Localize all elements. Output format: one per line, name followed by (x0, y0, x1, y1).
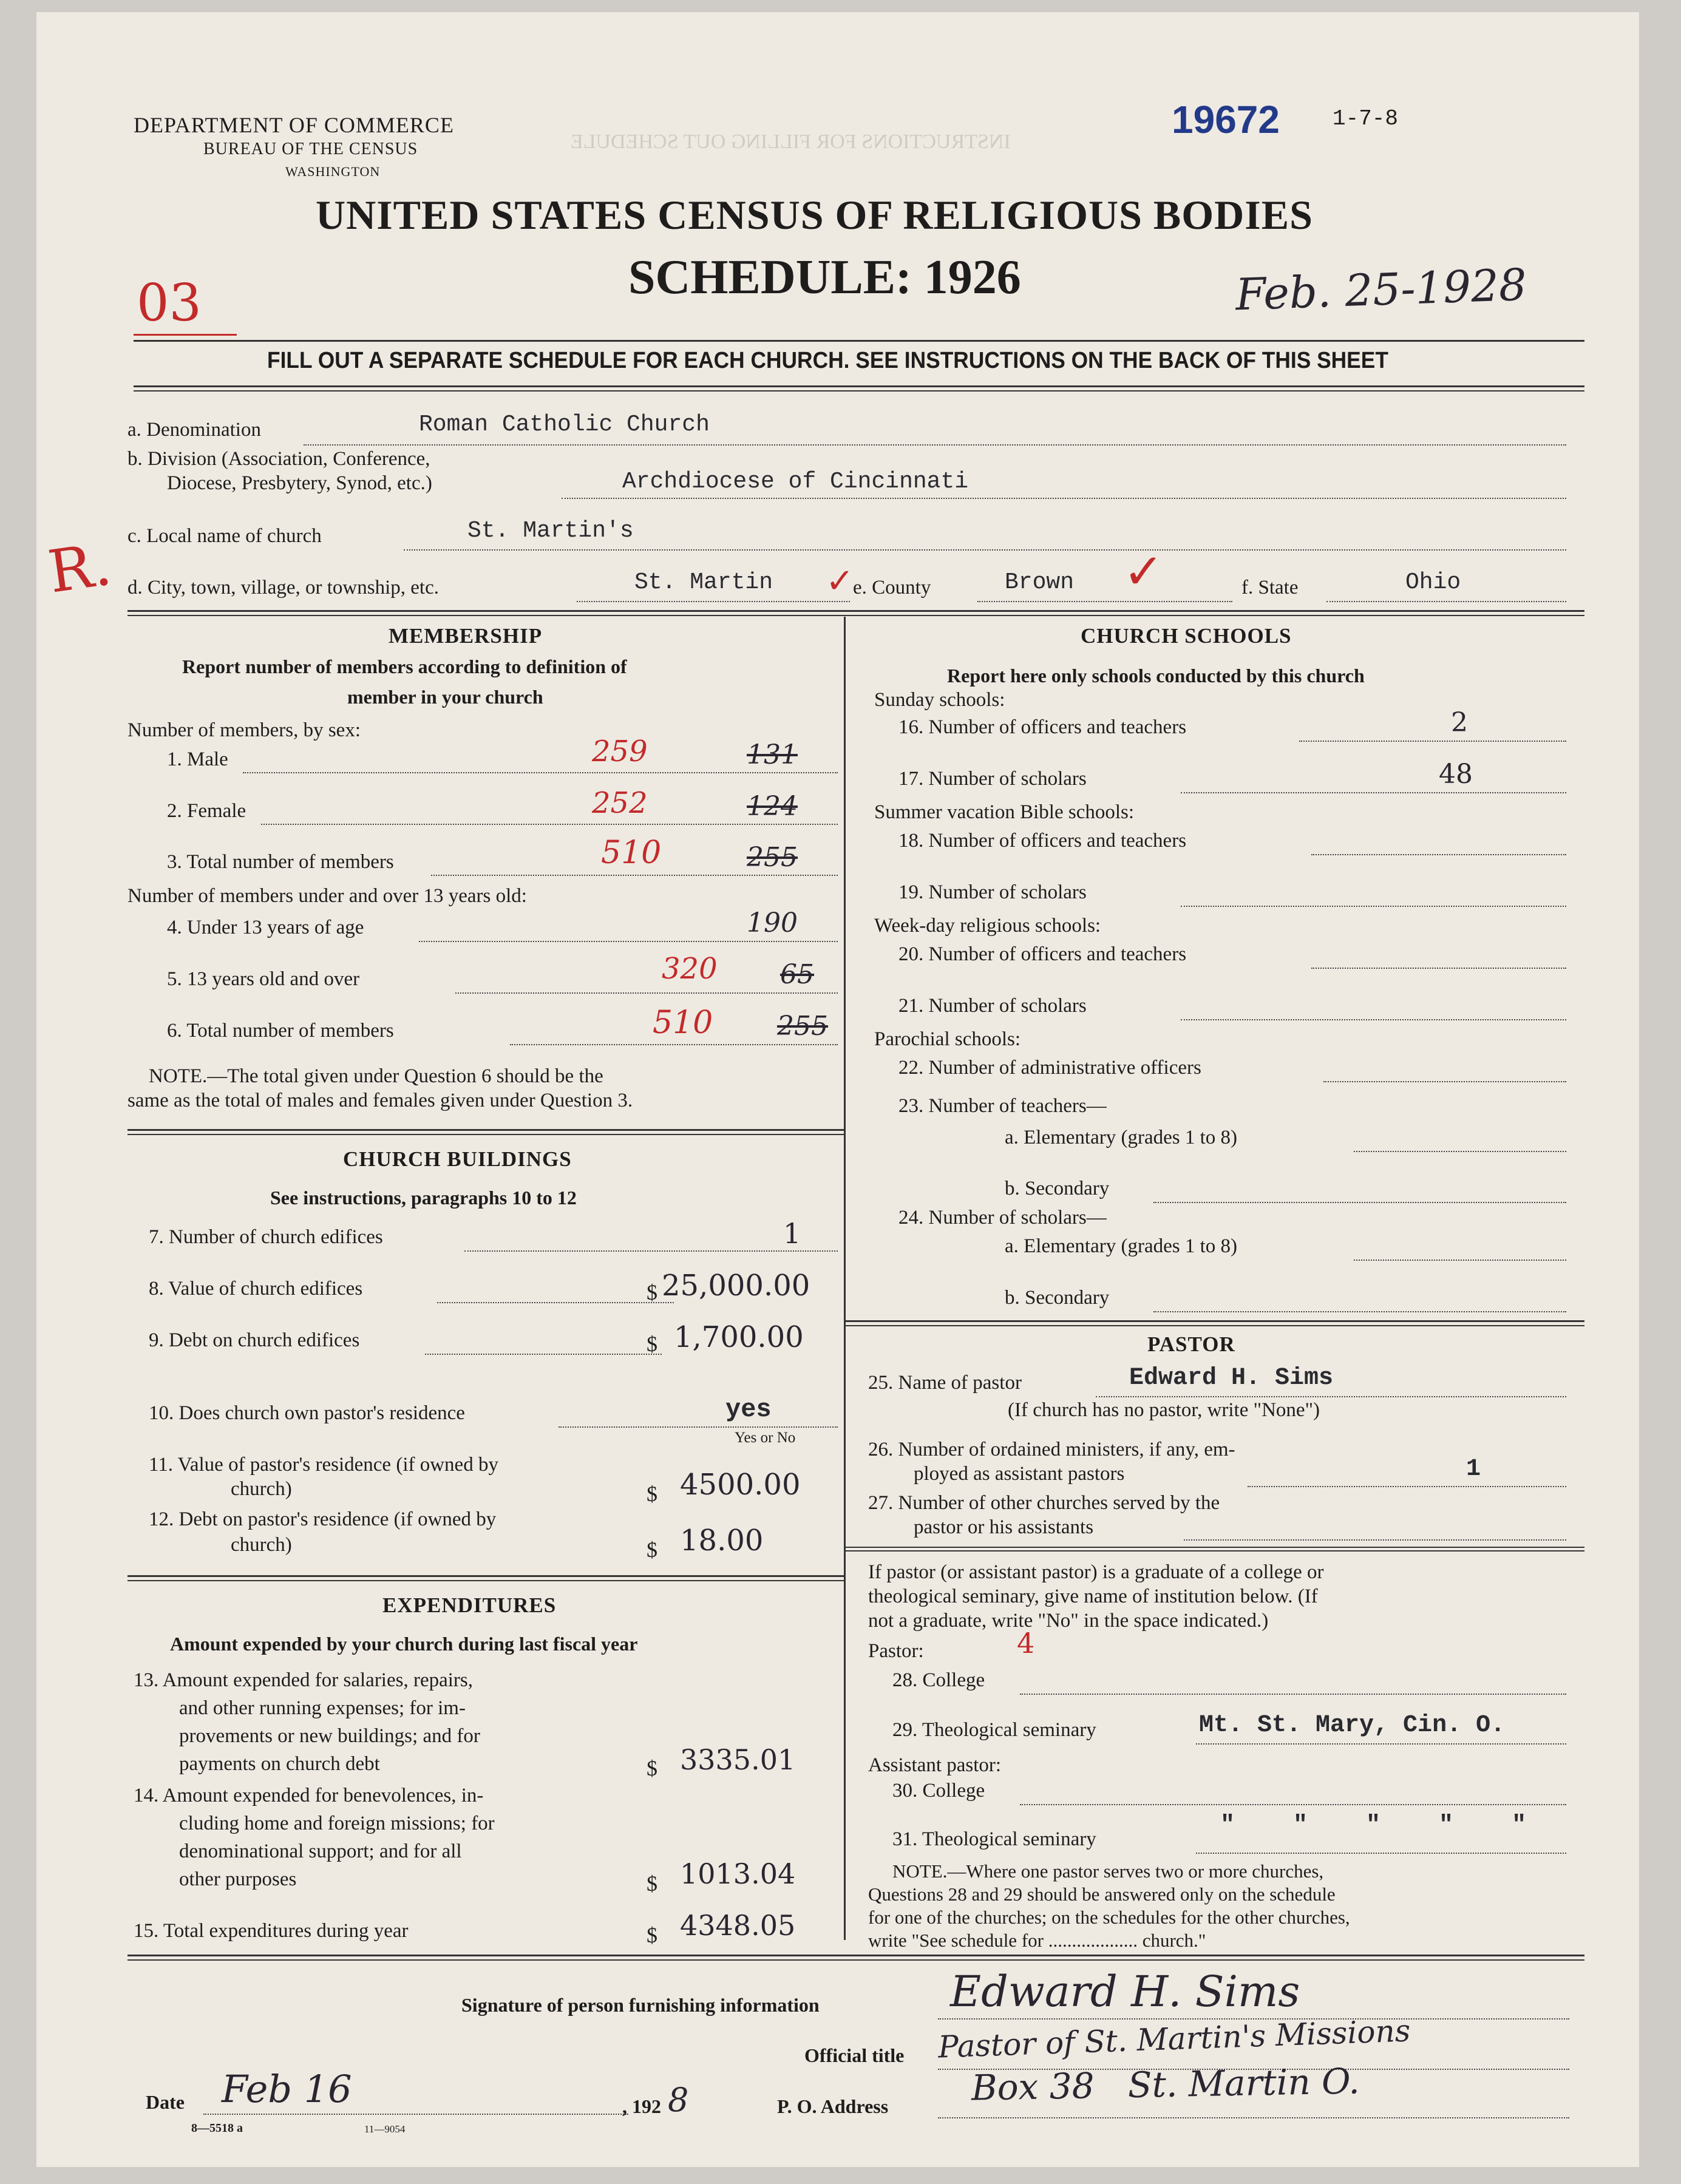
q16-label: 16. Number of officers and teachers (898, 716, 1187, 738)
census-schedule-sheet (36, 12, 1639, 2167)
pastor-note-4: write "See schedule for ................... church." (868, 1930, 1206, 1951)
rule (127, 615, 1584, 616)
fill-line (431, 875, 838, 876)
fill-line (203, 2114, 628, 2115)
q14-label: 14. Amount expended for benevolences, in- (134, 1785, 484, 1806)
fill-line (1311, 968, 1566, 969)
rule (134, 385, 1584, 387)
red-r-mark: R. (44, 530, 116, 606)
handwritten-date: Feb. 25-1928 (1234, 259, 1527, 320)
fill-line (464, 1250, 838, 1252)
q1-value: 131 (747, 739, 798, 770)
city-heading: WASHINGTON (285, 164, 381, 179)
instruction-banner: FILL OUT A SEPARATE SCHEDULE FOR EACH CHURCH. SEE INSTRUCTIONS ON THE BACK OF THIS SHEET (267, 348, 1388, 373)
stamp-suffix: 1-7-8 (1333, 106, 1399, 131)
rule (127, 1580, 844, 1581)
state-value: Ohio (1405, 569, 1461, 595)
parochial-label: Parochial schools: (874, 1028, 1021, 1050)
pastor-red-mark: 4 (1017, 1627, 1035, 1660)
q29-value: Mt. St. Mary, Cin. O. (1199, 1712, 1506, 1739)
q9-dollar: $ (647, 1332, 657, 1356)
q13-label-3: provements or new buildings; and for (179, 1725, 480, 1747)
pastor-heading: PASTOR (1147, 1332, 1235, 1356)
membership-note: NOTE.—The total given under Question 6 should be the (149, 1065, 603, 1087)
q13-label: 13. Amount expended for salaries, repairs, (134, 1669, 474, 1691)
q6-label: 6. Total number of members (167, 1020, 394, 1042)
membership-subtitle: Report number of members according to definition of (182, 656, 627, 677)
official-title-value: Pastor of St. Martin's Missions (937, 2013, 1411, 2065)
official-title-label: Official title (804, 2044, 905, 2066)
buildings-heading: CHURCH BUILDINGS (343, 1147, 572, 1171)
date-value: Feb 16 (222, 2067, 352, 2111)
q26-label-2: ployed as assistant pastors (914, 1463, 1125, 1485)
fill-line (404, 549, 1566, 551)
q5-red-value: 320 (662, 952, 718, 986)
fill-line (938, 2117, 1569, 2118)
q10-value: yes (725, 1395, 772, 1424)
q26-value: 1 (1466, 1456, 1481, 1483)
assistant-subheading: Assistant pastor: (868, 1754, 1002, 1776)
year-prefix: , 192 (622, 2095, 661, 2117)
q27-label-2: pastor or his assistants (914, 1516, 1094, 1538)
q11-dollar: $ (647, 1482, 657, 1506)
q14-label-2: cluding home and foreign missions; for (179, 1813, 495, 1834)
q25-label: 25. Name of pastor (868, 1372, 1022, 1394)
q2-value: 124 (747, 791, 798, 822)
by-age-label: Number of members under and over 13 years old: (127, 885, 527, 907)
by-sex-label: Number of members, by sex: (127, 719, 361, 741)
denomination-value: Roman Catholic Church (419, 412, 710, 438)
q23a-label: a. Elementary (grades 1 to 8) (1005, 1127, 1238, 1148)
city-value: St. Martin (634, 569, 773, 595)
q3-label: 3. Total number of members (167, 851, 394, 873)
fill-line (1181, 792, 1566, 793)
bleed-through-text: INSTRUCTIONS FOR FILLING OUT SCHEDULE (571, 131, 1011, 153)
rule (846, 1320, 1584, 1322)
fill-line (1096, 1396, 1566, 1397)
fill-line (1299, 741, 1566, 742)
rule (127, 1134, 844, 1135)
signature-label: Signature of person furnishing information (461, 1994, 820, 2016)
rule (134, 340, 1584, 342)
q25-value: Edward H. Sims (1129, 1365, 1334, 1392)
q20-label: 20. Number of officers and teachers (898, 943, 1187, 965)
column-divider (844, 617, 846, 1940)
q12-label-2: church) (231, 1534, 292, 1556)
date-label: Date (146, 2091, 185, 2113)
schools-subtitle: Report here only schools conducted by this church (947, 665, 1365, 687)
q7-value: 1 (783, 1217, 801, 1250)
q1-label: 1. Male (167, 748, 228, 770)
q8-label: 8. Value of church edifices (149, 1278, 363, 1300)
q29-label: 29. Theological seminary (892, 1719, 1096, 1741)
fill-line (425, 1354, 662, 1355)
form-title: UNITED STATES CENSUS OF RELIGIOUS BODIES (316, 192, 1313, 238)
fill-line (1326, 601, 1566, 602)
q9-label: 9. Debt on church edifices (149, 1329, 360, 1351)
fill-line (977, 601, 1232, 602)
fill-line (510, 1044, 838, 1045)
fill-line (1020, 1804, 1566, 1805)
pastor-note-3: for one of the churches; on the schedules for the other churches, (868, 1907, 1350, 1928)
fill-line (559, 1426, 838, 1428)
city-label: d. City, town, village, or township, etc. (127, 577, 439, 599)
bureau-heading: BUREAU OF THE CENSUS (203, 140, 418, 158)
division-value: Archdiocese of Cincinnati (622, 469, 969, 495)
rule (127, 1575, 844, 1577)
schools-heading: CHURCH SCHOOLS (1081, 624, 1292, 648)
expenditures-subtitle: Amount expended by your church during last fiscal year (170, 1633, 638, 1655)
division-label: b. Division (Association, Conference, (127, 448, 430, 470)
fill-line (1153, 1311, 1566, 1312)
church-name-label: c. Local name of church (127, 525, 322, 547)
q5-label: 5. 13 years old and over (167, 968, 360, 990)
stamp-number: 19672 (1172, 98, 1280, 141)
fill-line (455, 992, 838, 994)
red-check-icon: ✓ (826, 561, 854, 601)
summer-label: Summer vacation Bible schools: (874, 801, 1135, 823)
membership-heading: MEMBERSHIP (389, 624, 543, 648)
pastor-subheading: Pastor: (868, 1640, 924, 1662)
q13-label-4: payments on church debt (179, 1753, 380, 1775)
q10-hint: Yes or No (735, 1429, 796, 1446)
q28-label: 28. College (892, 1669, 985, 1691)
q2-label: 2. Female (167, 800, 246, 822)
q18-label: 18. Number of officers and teachers (898, 830, 1187, 852)
state-label: f. State (1241, 577, 1299, 599)
q24-label: 24. Number of scholars— (898, 1207, 1107, 1229)
fill-line (1311, 854, 1566, 855)
q1-red-value: 259 (592, 734, 648, 768)
rule (127, 610, 1584, 612)
q27-label: 27. Number of other churches served by the (868, 1492, 1220, 1514)
q10-label: 10. Does church own pastor's residence (149, 1402, 465, 1424)
fill-line (419, 941, 838, 942)
q13-dollar: $ (647, 1756, 657, 1780)
rule (846, 1325, 1584, 1326)
graduate-instructions-3: not a graduate, write "No" in the space indicated.) (868, 1610, 1269, 1632)
po-address-label: P. O. Address (777, 2095, 889, 2117)
red-code-underline (134, 334, 237, 336)
q15-dollar: $ (647, 1923, 657, 1947)
weekday-label: Week-day religious schools: (874, 915, 1101, 937)
division-label-2: Diocese, Presbytery, Synod, etc.) (167, 472, 432, 494)
buildings-subtitle: See instructions, paragraphs 10 to 12 (270, 1187, 577, 1209)
year-value: 8 (668, 2081, 689, 2119)
q19-label: 19. Number of scholars (898, 881, 1087, 903)
rule (127, 1955, 1584, 1956)
schedule-year: SCHEDULE: 1926 (628, 251, 1021, 304)
fill-line (1184, 1539, 1566, 1541)
fill-line (577, 601, 850, 602)
fill-line (261, 824, 838, 825)
q24b-label: b. Secondary (1005, 1287, 1110, 1309)
fill-line (304, 444, 1566, 446)
red-code: 03 (137, 273, 202, 333)
q12-dollar: $ (647, 1538, 657, 1562)
graduate-instructions: If pastor (or assistant pastor) is a graduate of a college or (868, 1561, 1324, 1583)
expenditures-heading: EXPENDITURES (382, 1593, 557, 1617)
church-name-value: St. Martin's (467, 518, 634, 544)
q2-red-value: 252 (592, 786, 648, 820)
fill-line (1354, 1151, 1566, 1152)
print-number: 11—9054 (364, 2123, 406, 2135)
pastor-note: NOTE.—Where one pastor serves two or more churches, (892, 1860, 1324, 1882)
fill-line (1181, 1019, 1566, 1020)
q11-value: 4500.00 (680, 1468, 801, 1502)
q4-label: 4. Under 13 years of age (167, 917, 364, 938)
q31-value: " " " " " (1220, 1812, 1527, 1839)
red-check-icon: ✓ (1123, 543, 1164, 600)
q13-value: 3335.01 (680, 1743, 796, 1776)
membership-subtitle-2: member in your church (347, 686, 543, 708)
q14-label-3: denominational support; and for all (179, 1840, 462, 1862)
q17-label: 17. Number of scholars (898, 768, 1087, 790)
q15-label: 15. Total expenditures during year (134, 1920, 409, 1942)
q21-label: 21. Number of scholars (898, 995, 1087, 1017)
q3-red-value: 510 (601, 835, 662, 871)
rule (846, 1550, 1584, 1552)
membership-note-2: same as the total of males and females given under Question 3. (127, 1090, 633, 1111)
q15-value: 4348.05 (680, 1909, 796, 1942)
pastor-note-2: Questions 28 and 29 should be answered only on the schedule (868, 1884, 1336, 1905)
q11-label: 11. Value of pastor's residence (if owned by (149, 1454, 498, 1476)
q4-value: 190 (747, 907, 798, 938)
county-value: Brown (1005, 569, 1075, 595)
signature-value: Edward H. Sims (950, 1967, 1300, 2016)
sunday-label: Sunday schools: (874, 689, 1005, 711)
graduate-instructions-2: theological seminary, give name of institution below. (If (868, 1585, 1318, 1607)
q16-value: 2 (1451, 707, 1468, 738)
q24a-label: a. Elementary (grades 1 to 8) (1005, 1235, 1238, 1257)
q6-value: 255 (777, 1011, 828, 1042)
q8-value: 25,000.00 (662, 1269, 810, 1303)
fill-line (1196, 1853, 1566, 1854)
fill-line (243, 772, 838, 773)
q12-label: 12. Debt on pastor's residence (if owned by (149, 1508, 497, 1530)
q14-value: 1013.04 (680, 1857, 796, 1890)
rule (127, 1959, 1584, 1961)
fill-line (1248, 1486, 1566, 1487)
q11-label-2: church) (231, 1478, 292, 1500)
q7-label: 7. Number of church edifices (149, 1226, 383, 1248)
rule (846, 1547, 1584, 1548)
q23b-label: b. Secondary (1005, 1178, 1110, 1199)
q3-value: 255 (747, 842, 798, 873)
q14-dollar: $ (647, 1871, 657, 1896)
fill-line (1153, 1202, 1566, 1203)
fill-line (1181, 906, 1566, 907)
fill-line (1196, 1743, 1566, 1745)
fill-line (562, 498, 1566, 499)
po-address-value: Box 38 St. Martin O. (971, 2060, 1360, 2109)
fill-line (1020, 1694, 1566, 1695)
q14-label-4: other purposes (179, 1868, 297, 1890)
q9-value: 1,700.00 (674, 1320, 804, 1354)
fill-line (1354, 1260, 1566, 1261)
q25-hint: (If church has no pastor, write "None") (1008, 1399, 1320, 1421)
denomination-label: a. Denomination (127, 419, 261, 441)
q8-dollar: $ (647, 1280, 657, 1304)
form-number: 8—5518 a (191, 2121, 243, 2135)
q5-value: 65 (780, 959, 814, 990)
q31-label: 31. Theological seminary (892, 1828, 1096, 1850)
q30-label: 30. College (892, 1780, 985, 1802)
q6-red-value: 510 (653, 1005, 713, 1041)
department-heading: DEPARTMENT OF COMMERCE (134, 113, 454, 137)
q13-label-2: and other running expenses; for im- (179, 1697, 466, 1719)
q26-label: 26. Number of ordained ministers, if any, em- (868, 1439, 1235, 1460)
q17-value: 48 (1439, 759, 1473, 790)
rule (127, 1129, 844, 1131)
fill-line (1323, 1081, 1566, 1082)
q22-label: 22. Number of administrative officers (898, 1057, 1201, 1079)
q12-value: 18.00 (680, 1524, 764, 1558)
fill-line (437, 1302, 674, 1303)
rule (134, 390, 1584, 392)
q23-label: 23. Number of teachers— (898, 1095, 1107, 1117)
county-label: e. County (853, 577, 931, 599)
